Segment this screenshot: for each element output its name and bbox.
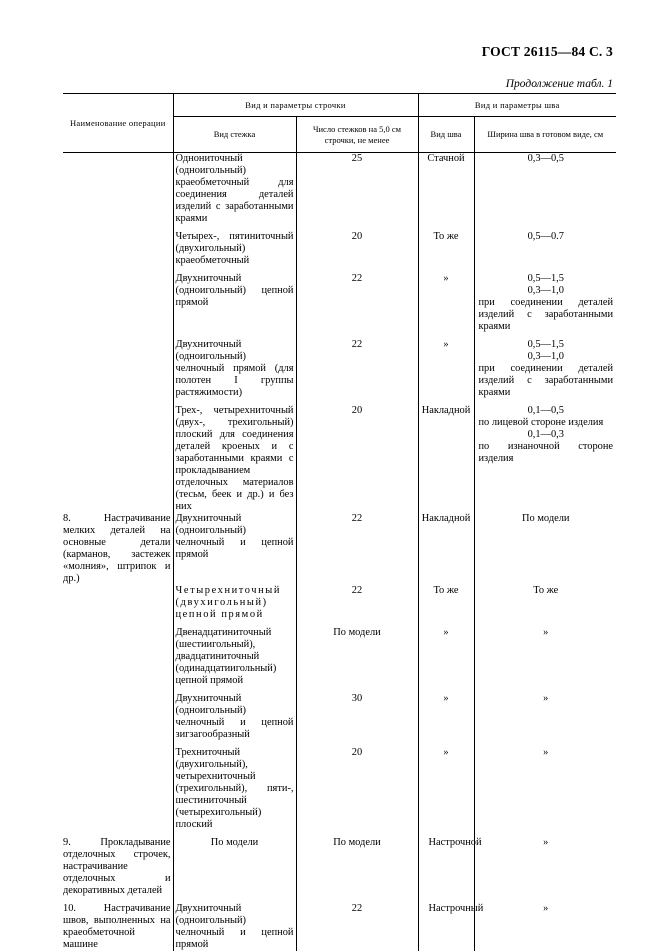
col-group-stitch: Вид и параметры строчки <box>173 94 418 117</box>
seam-width-cell <box>474 747 616 837</box>
stitch-count-cell: По модели <box>296 627 418 693</box>
seam-width-cell <box>474 153 616 232</box>
table-row <box>63 903 616 951</box>
seam-width-value: 0,5—1,5 <box>527 273 564 284</box>
stitch-type-cell <box>173 585 296 627</box>
seam-width-note: при соединении деталей изделий с заработанными краями <box>478 363 614 398</box>
stitch-count-cell: 25 <box>296 153 418 232</box>
stitch-count-cell: 22 <box>296 513 418 585</box>
stitch-count-cell: 22 <box>296 273 418 339</box>
seam-type-cell: То же <box>418 585 474 627</box>
stitch-count-cell: 30 <box>296 693 418 747</box>
seam-type-cell: Стачной <box>418 153 474 232</box>
seam-width-cell <box>474 693 616 747</box>
seam-width-value: » <box>543 837 549 848</box>
table-row <box>63 747 616 837</box>
operation-cell: 8. Настрачивание мелких деталей на основные детали (карманов, застежек «молния», штрипок и др.) <box>63 513 171 584</box>
stitch-count-cell: 20 <box>296 231 418 273</box>
col-header-seam-type: Вид шва <box>418 117 474 153</box>
table-row <box>63 339 616 405</box>
seam-width-value: 0,3—1,0 <box>527 351 564 362</box>
seam-width-value: 0,1—0,3 <box>527 429 564 440</box>
seam-width-value: » <box>543 903 549 914</box>
table-row <box>63 693 616 747</box>
table-row <box>63 231 616 273</box>
col-header-seam-width: Ширина шва в готовом виде, см <box>474 117 616 153</box>
seam-width-cell <box>474 231 616 273</box>
stitch-type-cell: Двухниточный (одноигольный) челночный и цепной прямой <box>173 513 296 585</box>
operation-cell <box>63 153 173 232</box>
seam-type-cell: » <box>418 693 474 747</box>
stitch-type-cell: Двухниточный (одноигольный) челночный и цепной зигзагообразный <box>173 693 296 747</box>
col-header-stitch-count: Число стежков на 5,0 см строчки, не менее <box>296 117 418 153</box>
stitch-type-cell: Трех-, четырехниточный (двух-, трехигольный) плоский для соединения деталей кроеных и с заработанными краями с прокладыванием отделочных материалов (тесьм, беек и др.) и без них <box>173 405 296 513</box>
table-row <box>63 153 616 232</box>
seam-width-cell <box>474 903 616 951</box>
seam-type-cell: То же <box>418 231 474 273</box>
col-header-operation: Наименование операции <box>63 94 173 153</box>
table-row <box>63 405 616 513</box>
seam-width-value: 0,1—0,5 <box>527 405 564 416</box>
seam-width-value: По модели <box>522 513 570 524</box>
page-header: ГОСТ 26115—84 С. 3 <box>481 44 613 59</box>
stitch-count-cell: 22 <box>296 585 418 627</box>
stitch-type-text: Четырехниточный (двухигольный) цепной прямой <box>175 585 282 620</box>
stitch-count-cell: 20 <box>296 747 418 837</box>
table-row <box>63 513 616 585</box>
operation-cell <box>63 231 173 273</box>
col-header-stitch-type: Вид стежка <box>173 117 296 153</box>
operation-cell <box>63 405 173 513</box>
seam-width-cell <box>474 405 616 513</box>
seam-width-cell <box>474 513 616 585</box>
seam-width-value: » <box>543 627 549 638</box>
operation-cell <box>63 693 173 747</box>
seam-width-note: при соединении деталей изделий с заработанными краями <box>478 297 614 332</box>
stitch-type-cell: Четырех-, пятиниточный (двухигольный) краеобметочный <box>173 231 296 273</box>
seam-type-cell: » <box>418 273 474 339</box>
stitch-type-cell: Двухниточный (одноигольный) челночный и цепной прямой <box>173 903 296 951</box>
seam-type-cell: Накладной <box>418 513 474 585</box>
table-row <box>63 627 616 693</box>
seam-width-note: по изнаночной стороне изделия <box>478 441 614 464</box>
stitch-type-cell: Двухниточный (одноигольный) цепной прямой <box>173 273 296 339</box>
stitch-type-cell: Трехниточный (двухигольный), четырехниточный (трехигольный), пяти-, шестиниточный (четырехигольный) плоский <box>173 747 296 837</box>
seam-width-cell <box>474 627 616 693</box>
table-row <box>63 273 616 339</box>
operation-cell <box>63 273 173 339</box>
seam-type-cell: Настрочный <box>418 903 474 951</box>
col-group-seam: Вид и параметры шва <box>418 94 616 117</box>
operation-cell <box>63 585 173 627</box>
operation-cell: 10. Настрачивание швов, выполненных на краеобметочной машине <box>63 903 171 950</box>
seam-width-value: » <box>543 747 549 758</box>
stitch-count-cell: 22 <box>296 903 418 951</box>
table-row <box>63 585 616 627</box>
stitch-type-cell: Двухниточный (одноигольный) челночный прямой (для полотен I группы растяжимости) <box>173 339 296 405</box>
standards-table <box>63 93 616 951</box>
seam-width-value: » <box>543 693 549 704</box>
seam-type-cell: Настрочной <box>418 837 474 903</box>
stitch-count-cell: 20 <box>296 405 418 513</box>
table-continuation-note: Продолжение табл. 1 <box>505 78 613 90</box>
seam-width-value: 0,5—1,5 <box>527 339 564 350</box>
operation-cell <box>63 339 173 405</box>
seam-width-note: по лицевой стороне изделия <box>478 417 604 428</box>
seam-width-value: 0,3—1,0 <box>527 285 564 296</box>
operation-cell <box>63 627 173 693</box>
stitch-type-cell: Однониточный (одноигольный) краеобметочный для соединения деталей изделий с заработанными краями <box>173 153 296 232</box>
stitch-count-cell: 22 <box>296 339 418 405</box>
seam-type-cell: » <box>418 747 474 837</box>
operation-cell: 9. Прокладывание отделочных строчек, настрачивание отделочных и декоративных деталей <box>63 837 171 896</box>
seam-type-cell: Накладной <box>418 405 474 513</box>
stitch-count-cell: По модели <box>296 837 418 903</box>
seam-width-value: То же <box>533 585 559 596</box>
seam-width-cell <box>474 273 616 339</box>
seam-width-cell <box>474 837 616 903</box>
stitch-type-cell: По модели <box>173 837 296 903</box>
seam-width-cell <box>474 585 616 627</box>
operation-cell <box>63 747 173 837</box>
seam-width-value: 0,5—0.7 <box>527 231 564 242</box>
stitch-type-cell: Двенадцатиниточный (шестиигольный), двадцатиниточный (одинадцатиигольный) цепной прямой <box>173 627 296 693</box>
seam-width-cell <box>474 339 616 405</box>
seam-type-cell: » <box>418 339 474 405</box>
seam-type-cell: » <box>418 627 474 693</box>
table-row <box>63 837 616 903</box>
seam-width-value: 0,3—0,5 <box>527 153 564 164</box>
